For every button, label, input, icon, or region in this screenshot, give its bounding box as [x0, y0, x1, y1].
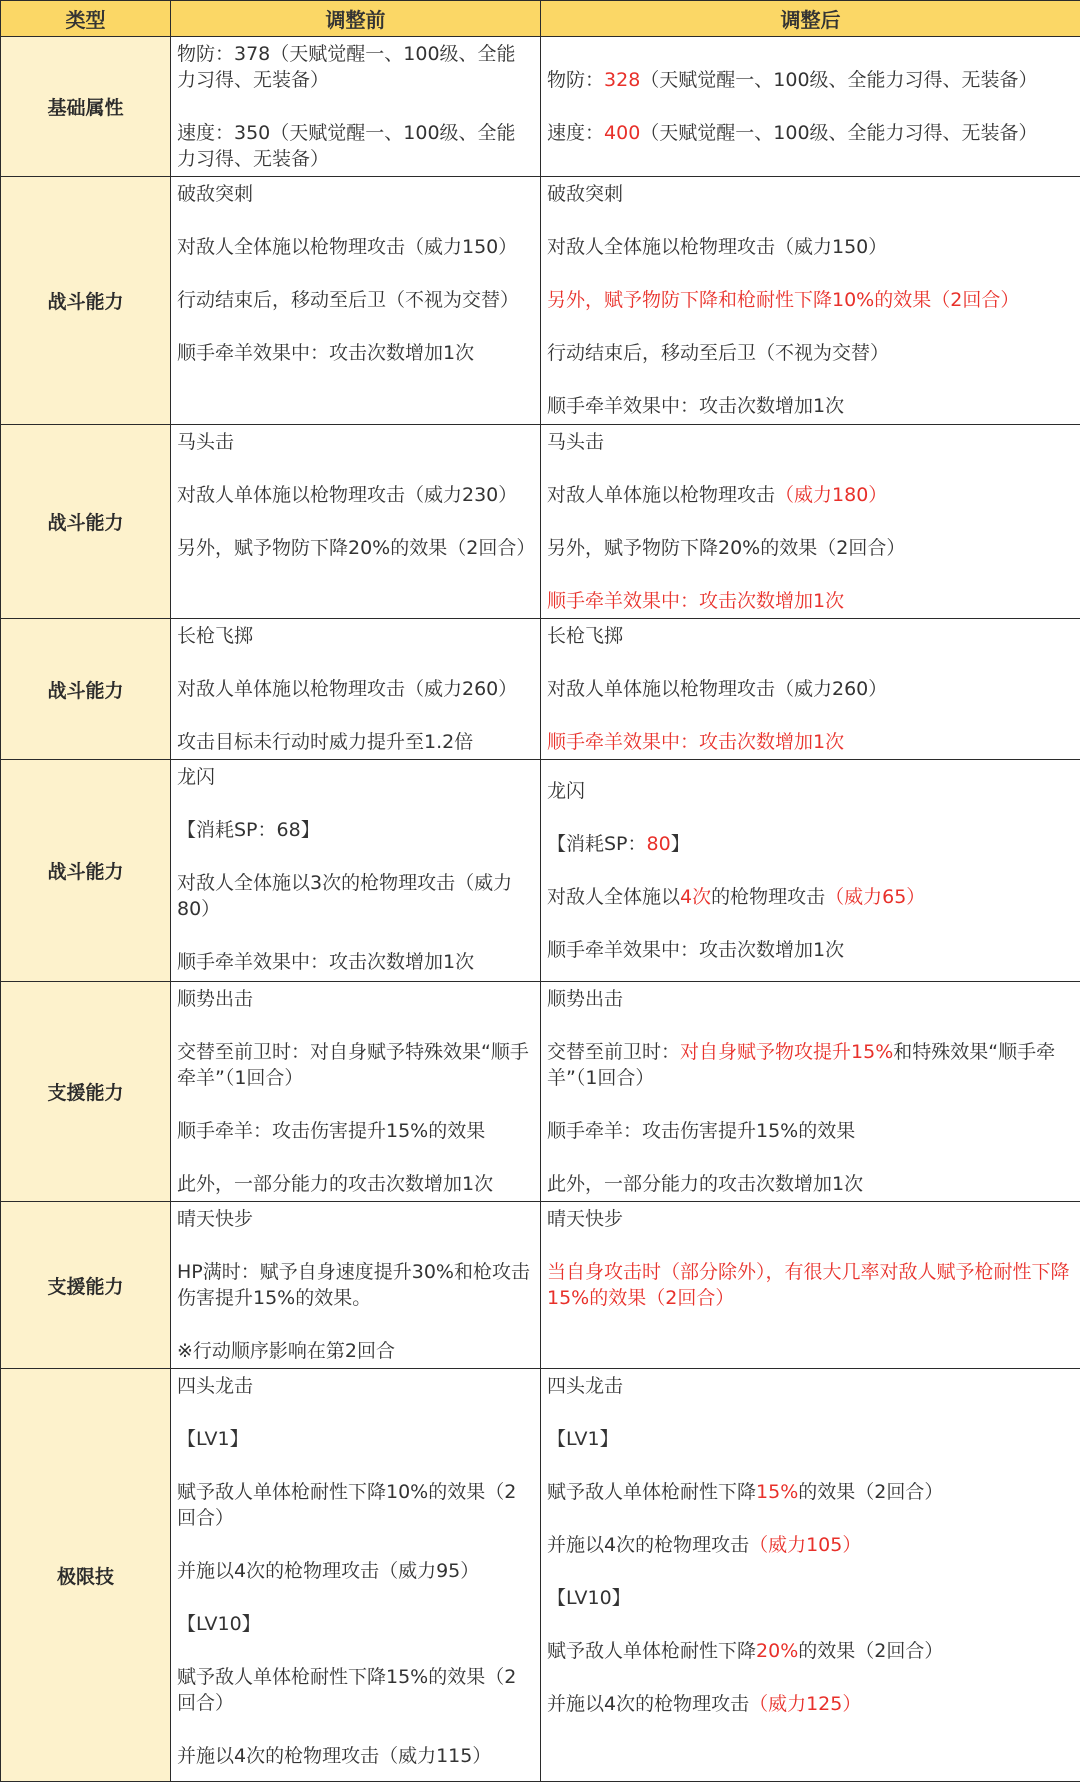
- changed-text: 当自身攻击时（部分除外），有很大几率对敌人赋予枪耐性下降15%的效果（2回合）: [547, 1261, 1070, 1309]
- text-segment: 长枪飞掷: [547, 625, 623, 647]
- row-type: 战斗能力: [1, 619, 171, 760]
- text-line: [547, 1118, 1072, 1144]
- text-segment: 【消耗SP：: [547, 833, 647, 855]
- text-segment: 并施以4次的枪物理攻击: [547, 1534, 749, 1556]
- text-line: [547, 588, 1072, 614]
- text-line: [177, 287, 532, 313]
- text-segment: 顺手牵羊效果中：攻击次数增加1次: [177, 342, 474, 364]
- text-line: [177, 949, 532, 975]
- text-line: [177, 1558, 532, 1584]
- text-segment: 顺势出击: [547, 988, 623, 1010]
- text-line: [547, 1206, 1072, 1232]
- text-line: [547, 729, 1072, 755]
- changed-text: （威力180）: [775, 484, 887, 506]
- table-body: [1, 37, 1080, 1782]
- text-line: [547, 884, 1072, 910]
- text-segment: 【LV1】: [177, 1428, 249, 1450]
- text-segment: 晴天快步: [177, 1208, 253, 1230]
- text-line: [177, 1611, 532, 1637]
- after-cell: [541, 982, 1080, 1202]
- changed-text: 328: [604, 69, 640, 91]
- text-line: [547, 234, 1072, 260]
- text-segment: 对敌人全体施以3次的枪物理攻击（威力80）: [177, 872, 512, 920]
- after-cell: [541, 425, 1080, 619]
- text-line: [177, 1743, 532, 1769]
- after-cell: [541, 1202, 1080, 1369]
- text-line: [177, 535, 532, 561]
- changed-text: 顺手牵羊效果中：攻击次数增加1次: [547, 731, 844, 753]
- text-line: [547, 535, 1072, 561]
- text-line: [547, 1039, 1072, 1091]
- changed-text: 4次: [680, 886, 711, 908]
- text-line: [547, 1171, 1072, 1197]
- text-line: [547, 393, 1072, 419]
- changed-text: 80: [647, 833, 671, 855]
- text-segment: 和特殊效果“顺手牵羊”（1回合）: [547, 1041, 1055, 1089]
- row-type: 极限技: [1, 1369, 171, 1782]
- text-line: [177, 1039, 532, 1091]
- text-segment: 的效果（2回合）: [798, 1481, 943, 1503]
- text-line: [177, 1426, 532, 1452]
- table-row: [1, 37, 1080, 177]
- text-segment: 长枪飞掷: [177, 625, 253, 647]
- text-segment: 】: [671, 833, 690, 855]
- row-type: 基础属性: [1, 37, 171, 177]
- text-segment: 顺手牵羊效果中：攻击次数增加1次: [177, 951, 474, 973]
- text-segment: 马头击: [177, 431, 234, 453]
- text-segment: 龙闪: [177, 766, 215, 788]
- text-line: [547, 1691, 1072, 1717]
- text-line: [547, 340, 1072, 366]
- text-segment: 龙闪: [547, 780, 585, 802]
- text-segment: HP满时：赋予自身速度提升30%和枪攻击伤害提升15%的效果。: [177, 1261, 530, 1309]
- text-line: [547, 181, 1072, 207]
- text-segment: 速度：350（天赋觉醒一、100级、全能力习得、无装备）: [177, 122, 516, 170]
- before-cell: [171, 982, 541, 1202]
- text-segment: 赋予敌人单体枪耐性下降10%的效果（2回合）: [177, 1481, 516, 1529]
- changed-text: 20%: [756, 1640, 798, 1662]
- text-line: [177, 1206, 532, 1232]
- text-line: [177, 870, 532, 922]
- text-segment: 顺手牵羊效果中：攻击次数增加1次: [547, 939, 844, 961]
- text-segment: 顺手牵羊效果中：攻击次数增加1次: [547, 395, 844, 417]
- text-line: [547, 1259, 1072, 1311]
- text-line: [177, 120, 532, 172]
- text-segment: 对敌人单体施以枪物理攻击: [547, 484, 775, 506]
- text-line: [547, 287, 1072, 313]
- text-line: [547, 1585, 1072, 1611]
- text-segment: 对敌人全体施以: [547, 886, 680, 908]
- text-line: [177, 1479, 532, 1531]
- text-segment: 速度：: [547, 122, 604, 144]
- text-line: [547, 120, 1072, 146]
- text-line: [547, 1373, 1072, 1399]
- before-cell: [171, 177, 541, 425]
- table-row: [1, 760, 1080, 982]
- text-segment: 【LV10】: [177, 1613, 261, 1635]
- text-line: [177, 676, 532, 702]
- text-segment: 四头龙击: [547, 1375, 623, 1397]
- text-segment: 行动结束后，移动至后卫（不视为交替）: [547, 342, 889, 364]
- text-segment: 物防：378（天赋觉醒一、100级、全能力习得、无装备）: [177, 43, 516, 91]
- text-line: [177, 1259, 532, 1311]
- text-segment: 物防：: [547, 69, 604, 91]
- text-segment: 【LV1】: [547, 1428, 619, 1450]
- text-segment: 赋予敌人单体枪耐性下降15%的效果（2回合）: [177, 1666, 516, 1714]
- after-cell: [541, 177, 1080, 425]
- after-cell: [541, 760, 1080, 982]
- table-row: [1, 1202, 1080, 1369]
- row-type: 支援能力: [1, 1202, 171, 1369]
- text-segment: 赋予敌人单体枪耐性下降: [547, 1481, 756, 1503]
- text-line: [177, 764, 532, 790]
- after-cell: [541, 619, 1080, 760]
- text-segment: 破敌突刺: [547, 183, 623, 205]
- text-segment: 另外，赋予物防下降20%的效果（2回合）: [177, 537, 535, 559]
- text-line: [547, 67, 1072, 93]
- changed-text: 15%: [756, 1481, 798, 1503]
- text-line: [547, 986, 1072, 1012]
- text-segment: 并施以4次的枪物理攻击（威力115）: [177, 1745, 491, 1767]
- row-type: 战斗能力: [1, 177, 171, 425]
- text-segment: 马头击: [547, 431, 604, 453]
- text-line: [177, 1338, 532, 1364]
- header-row: [1, 1, 1080, 37]
- table-row: [1, 425, 1080, 619]
- before-cell: [171, 760, 541, 982]
- text-segment: 攻击目标未行动时威力提升至1.2倍: [177, 731, 473, 753]
- text-line: [177, 181, 532, 207]
- row-type: 战斗能力: [1, 425, 171, 619]
- text-segment: 四头龙击: [177, 1375, 253, 1397]
- text-line: [547, 1638, 1072, 1664]
- changed-text: 400: [604, 122, 640, 144]
- text-segment: 并施以4次的枪物理攻击（威力95）: [177, 1560, 479, 1582]
- before-cell: [171, 37, 541, 177]
- before-cell: [171, 425, 541, 619]
- text-segment: 对敌人单体施以枪物理攻击（威力260）: [177, 678, 517, 700]
- row-type: 战斗能力: [1, 760, 171, 982]
- before-cell: [171, 1369, 541, 1782]
- text-line: [177, 1171, 532, 1197]
- changed-text: 顺手牵羊效果中：攻击次数增加1次: [547, 590, 844, 612]
- text-segment: 【消耗SP：68】: [177, 819, 320, 841]
- text-line: [177, 234, 532, 260]
- before-cell: [171, 1202, 541, 1369]
- changed-text: （威力65）: [825, 886, 925, 908]
- text-segment: 对敌人单体施以枪物理攻击（威力230）: [177, 484, 517, 506]
- text-segment: 顺手牵羊：攻击伤害提升15%的效果: [177, 1120, 485, 1142]
- table-row: [1, 982, 1080, 1202]
- text-segment: 的效果（2回合）: [798, 1640, 943, 1662]
- before-cell: [171, 619, 541, 760]
- changed-text: （威力125）: [749, 1693, 861, 1715]
- text-segment: 破敌突刺: [177, 183, 253, 205]
- text-segment: ※行动顺序影响在第2回合: [177, 1340, 395, 1362]
- header-after: 调整后: [541, 1, 1080, 37]
- text-line: [547, 1426, 1072, 1452]
- text-segment: 交替至前卫时：: [547, 1041, 680, 1063]
- text-line: [177, 41, 532, 93]
- text-line: [547, 937, 1072, 963]
- text-line: [177, 429, 532, 455]
- text-segment: 交替至前卫时：对自身赋予特殊效果“顺手牵羊”（1回合）: [177, 1041, 529, 1089]
- text-segment: 并施以4次的枪物理攻击: [547, 1693, 749, 1715]
- text-line: [177, 1118, 532, 1144]
- text-segment: 顺势出击: [177, 988, 253, 1010]
- text-line: [177, 340, 532, 366]
- text-segment: 对敌人全体施以枪物理攻击（威力150）: [547, 236, 887, 258]
- text-line: [177, 482, 532, 508]
- text-line: [547, 1532, 1072, 1558]
- text-line: [547, 1479, 1072, 1505]
- header-before: 调整前: [171, 1, 541, 37]
- text-line: [547, 778, 1072, 804]
- text-line: [547, 831, 1072, 857]
- text-line: [177, 817, 532, 843]
- text-line: [547, 429, 1072, 455]
- table-row: [1, 1369, 1080, 1782]
- text-segment: 晴天快步: [547, 1208, 623, 1230]
- text-line: [177, 1373, 532, 1399]
- text-segment: 此外，一部分能力的攻击次数增加1次: [547, 1173, 863, 1195]
- text-segment: 对敌人全体施以枪物理攻击（威力150）: [177, 236, 517, 258]
- table-row: [1, 177, 1080, 425]
- text-segment: （天赋觉醒一、100级、全能力习得、无装备）: [640, 122, 1037, 144]
- table-row: [1, 619, 1080, 760]
- text-segment: 此外，一部分能力的攻击次数增加1次: [177, 1173, 493, 1195]
- text-segment: 行动结束后，移动至后卫（不视为交替）: [177, 289, 519, 311]
- text-segment: 另外，赋予物防下降20%的效果（2回合）: [547, 537, 905, 559]
- text-line: [547, 676, 1072, 702]
- text-line: [177, 986, 532, 1012]
- text-line: [177, 1664, 532, 1716]
- changed-text: （威力105）: [749, 1534, 861, 1556]
- text-line: [177, 729, 532, 755]
- text-segment: 【LV10】: [547, 1587, 631, 1609]
- changed-text: 另外，赋予物防下降和枪耐性下降10%的效果（2回合）: [547, 289, 1019, 311]
- row-type: 支援能力: [1, 982, 171, 1202]
- text-segment: （天赋觉醒一、100级、全能力习得、无装备）: [640, 69, 1037, 91]
- after-cell: [541, 1369, 1080, 1782]
- text-line: [547, 482, 1072, 508]
- text-line: [547, 623, 1072, 649]
- changed-text: 对自身赋予物攻提升15%: [680, 1041, 893, 1063]
- text-segment: 的枪物理攻击: [711, 886, 825, 908]
- text-segment: 赋予敌人单体枪耐性下降: [547, 1640, 756, 1662]
- text-line: [177, 623, 532, 649]
- header-type: 类型: [1, 1, 171, 37]
- after-cell: [541, 37, 1080, 177]
- text-segment: 顺手牵羊：攻击伤害提升15%的效果: [547, 1120, 855, 1142]
- text-segment: 对敌人单体施以枪物理攻击（威力260）: [547, 678, 887, 700]
